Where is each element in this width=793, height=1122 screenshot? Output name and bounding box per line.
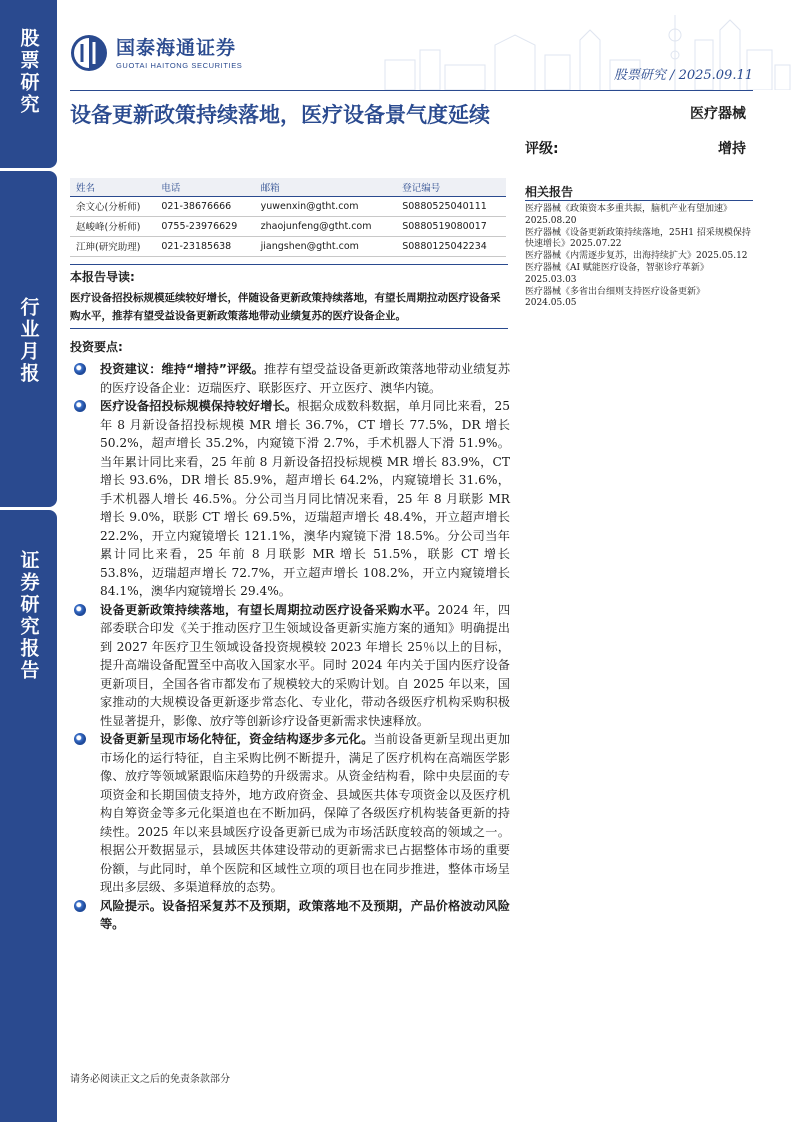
rating-label: 评级:: [525, 141, 559, 157]
related-report-link[interactable]: 医疗器械《多省出台细则支持医疗设备更新》2024.05.05: [525, 286, 706, 309]
list-item: [70, 601, 510, 731]
bullet-icon: [74, 363, 86, 375]
bullet-icon: [74, 733, 86, 745]
related-divider: [525, 200, 753, 201]
related-report-link[interactable]: 医疗器械《设备更新政策持续落地，25H1 招采规模保持快速增长》2025.07.22: [525, 227, 751, 250]
header-email: 邮箱: [255, 178, 397, 196]
analyst-table-header: [70, 178, 506, 196]
bullet-icon: [74, 900, 86, 912]
table-row: [70, 236, 506, 256]
point-heading: 设备更新政策持续落地，有望长周期拉动医疗设备采购水平。: [100, 602, 438, 617]
analyst-reg-no: S0880125042234: [396, 236, 506, 256]
tab-securities-report-label: 证券研究报告: [17, 550, 40, 682]
rating-value: 增持: [718, 141, 746, 157]
point-heading: 设备更新呈现市场化特征，资金结构逐步多元化。: [100, 732, 374, 746]
analyst-email[interactable]: yuwenxin@gtht.com: [255, 196, 397, 216]
report-date: 2025.09.11: [678, 68, 753, 83]
analyst-phone: 021-38676666: [155, 196, 254, 216]
header-name: 姓名: [70, 178, 155, 196]
analyst-phone: 0755-23976629: [155, 216, 254, 236]
list-item: [70, 360, 510, 397]
analyst-phone: 021-23185638: [155, 236, 254, 256]
analyst-email[interactable]: zhaojunfeng@gtht.com: [255, 216, 397, 236]
tab-securities-report: [0, 510, 57, 1122]
point-body: 推荐有望受益设备更新政策落地带动业绩复苏的医疗设备企业：迈瑞医疗、联影医疗、开立医疗、澳华内镜。: [100, 362, 511, 395]
points-title: 投资要点:: [70, 340, 123, 354]
point-heading: 风险提示。设备招采复苏不及预期，政策落地不及预期，产品价格波动风险等。: [100, 898, 510, 931]
list-item: [70, 897, 510, 934]
list-item: [70, 730, 510, 897]
related-report-link[interactable]: 医疗器械《政策资本多重共振，脑机产业有望加速》2025.08.20: [525, 204, 733, 226]
related-reports-title: 相关报告: [525, 185, 574, 199]
header-phone: 电话: [155, 178, 254, 196]
point-heading: 医疗设备招投标规模保持较好增长。: [100, 399, 298, 413]
tab-stock-research-label: 股票研究: [17, 28, 40, 116]
investment-points: [70, 360, 510, 934]
point-body: 当前设备更新呈现出更加市场化的运行特征，自主采购比例不断提升，满足了医疗机构在高端医学影像、放疗等领域紧跟临床趋势的升级需求。从资金结构看，除中央层面的专项资金和长期国债支持外，地方政府资金、县域医共体专项资金以及医疗机构自筹资金等多元化渠道也在不断加码，保障了各级医疗机构装备更新的持续性。2025 年以来县域医疗设备更新已成为市场活跃度较高的领域之一。根据公开数据显示，县域医共体建设带动的更新需求已占据整体市场的重要份额，与此同时，单个医院和区域性立项的项目也在同步推进，整体市场呈现出多层级、多渠道释放的态势。: [100, 732, 511, 894]
analyst-name: 江珅(研究助理): [70, 236, 155, 256]
disclaimer-footer: 请务必阅读正文之后的免责条款部分: [70, 1074, 230, 1085]
analyst-email[interactable]: jiangshen@gtht.com: [255, 236, 397, 256]
left-sidebar: [0, 0, 57, 1122]
logo-cn-text: 国泰海通证券: [116, 36, 237, 59]
industry-label: 医疗器械: [690, 106, 746, 122]
bullet-icon: [74, 604, 86, 616]
analyst-name: 余文心(分析师): [70, 196, 155, 216]
company-logo: [70, 34, 242, 72]
table-row: [70, 216, 506, 236]
header-reg-no: 登记编号: [396, 178, 506, 196]
analyst-reg-no: S0880525040111: [396, 196, 506, 216]
bullet-icon: [74, 400, 86, 412]
logo-mark-icon: [70, 34, 108, 72]
table-row: [70, 196, 506, 216]
meta-separator: /: [670, 68, 675, 83]
analyst-name: 赵峻峰(分析师): [70, 216, 155, 236]
related-report-link[interactable]: 医疗器械《AI 赋能医疗设备，智驱诊疗革新》2025.03.03: [525, 262, 709, 285]
analyst-table: [70, 178, 506, 257]
page-header: [57, 0, 793, 98]
point-body: 根据众成数科数据，单月同比来看，25 年 8 月新设备招投标规模 MR 增长 36.7%，CT 增长 77.5%，DR 增长 50.2%，超声增长 35.2%，内窥镜下滑 2.7%，手术机器人下滑 51.9%。当年累计同比来看，25 年前 8 月新设备招投标规模 MR 增长 83.9%，CT 增长 93.6%，DR 增长 85.9%，超声增长 64.2%，内窥镜增长 31.6%，手术机器人增长 46.5%。分公司当月同比情况来看，25 年 8 月联影 MR 增长 9.0%，联影 CT 增长 69.5%，迈瑞超声增长 48.4%，开立超声增长 22.2%，开立内窥镜增长 121.1%，澳华内窥镜下滑 18.5%。分公司当年累计同比来看，25 年前 8 月联影 MR 增长 51.5%，联影 CT 增长 53.8%，迈瑞超声增长 72.7%，开立超声增长 108.2%，开立内窥镜增长 84.1%，澳华内窥镜增长 29.4%。: [100, 399, 511, 598]
related-reports-list: [525, 204, 753, 310]
tab-industry-monthly: [0, 171, 57, 507]
guide-divider-top: [70, 264, 508, 265]
report-meta: [614, 64, 753, 83]
logo-en-text: GUOTAI HAITONG SECURITIES: [116, 60, 243, 70]
guide-divider-bottom: [70, 328, 508, 329]
guide-text: 医疗设备招投标规模延续较好增长，伴随设备更新政策持续落地，有望长周期拉动医疗设备采购水平，推荐有望受益设备更新政策落地带动业绩复苏的医疗设备企业。: [70, 292, 501, 322]
report-title: 设备更新政策持续落地，医疗设备景气度延续: [70, 103, 490, 127]
related-report-link[interactable]: 医疗器械《内需逐步复苏，出海持续扩大》2025.05.12: [525, 251, 748, 262]
tab-stock-research: [0, 0, 57, 168]
list-item: [70, 397, 510, 601]
point-heading: 投资建议：维持“增持”评级。: [100, 362, 264, 376]
header-divider: [70, 90, 753, 91]
guide-title: 本报告导读:: [70, 270, 135, 284]
report-type: 股票研究: [613, 68, 666, 83]
tab-industry-monthly-label: 行业月报: [17, 297, 40, 385]
point-body: 2024 年，四部委联合印发《关于推动医疗卫生领域设备更新实施方案的通知》明确提出到 2027 年医疗卫生领域设备投资规模较 2023 年增长 25％以上的目标，提升高端设备配置至中高收入国家水平。同时 2024 年内关于国内医疗设备更新项目，全国各省市都发布了规模较大的采购计划。自 2025 年以来，国家推动的大规模设备更新逐步常态化、专业化，带动各级医疗机构采购积极性显著提升，影像、放疗等创新诊疗设备更新需求快速释放。: [100, 602, 511, 728]
analyst-reg-no: S0880519080017: [396, 216, 506, 236]
